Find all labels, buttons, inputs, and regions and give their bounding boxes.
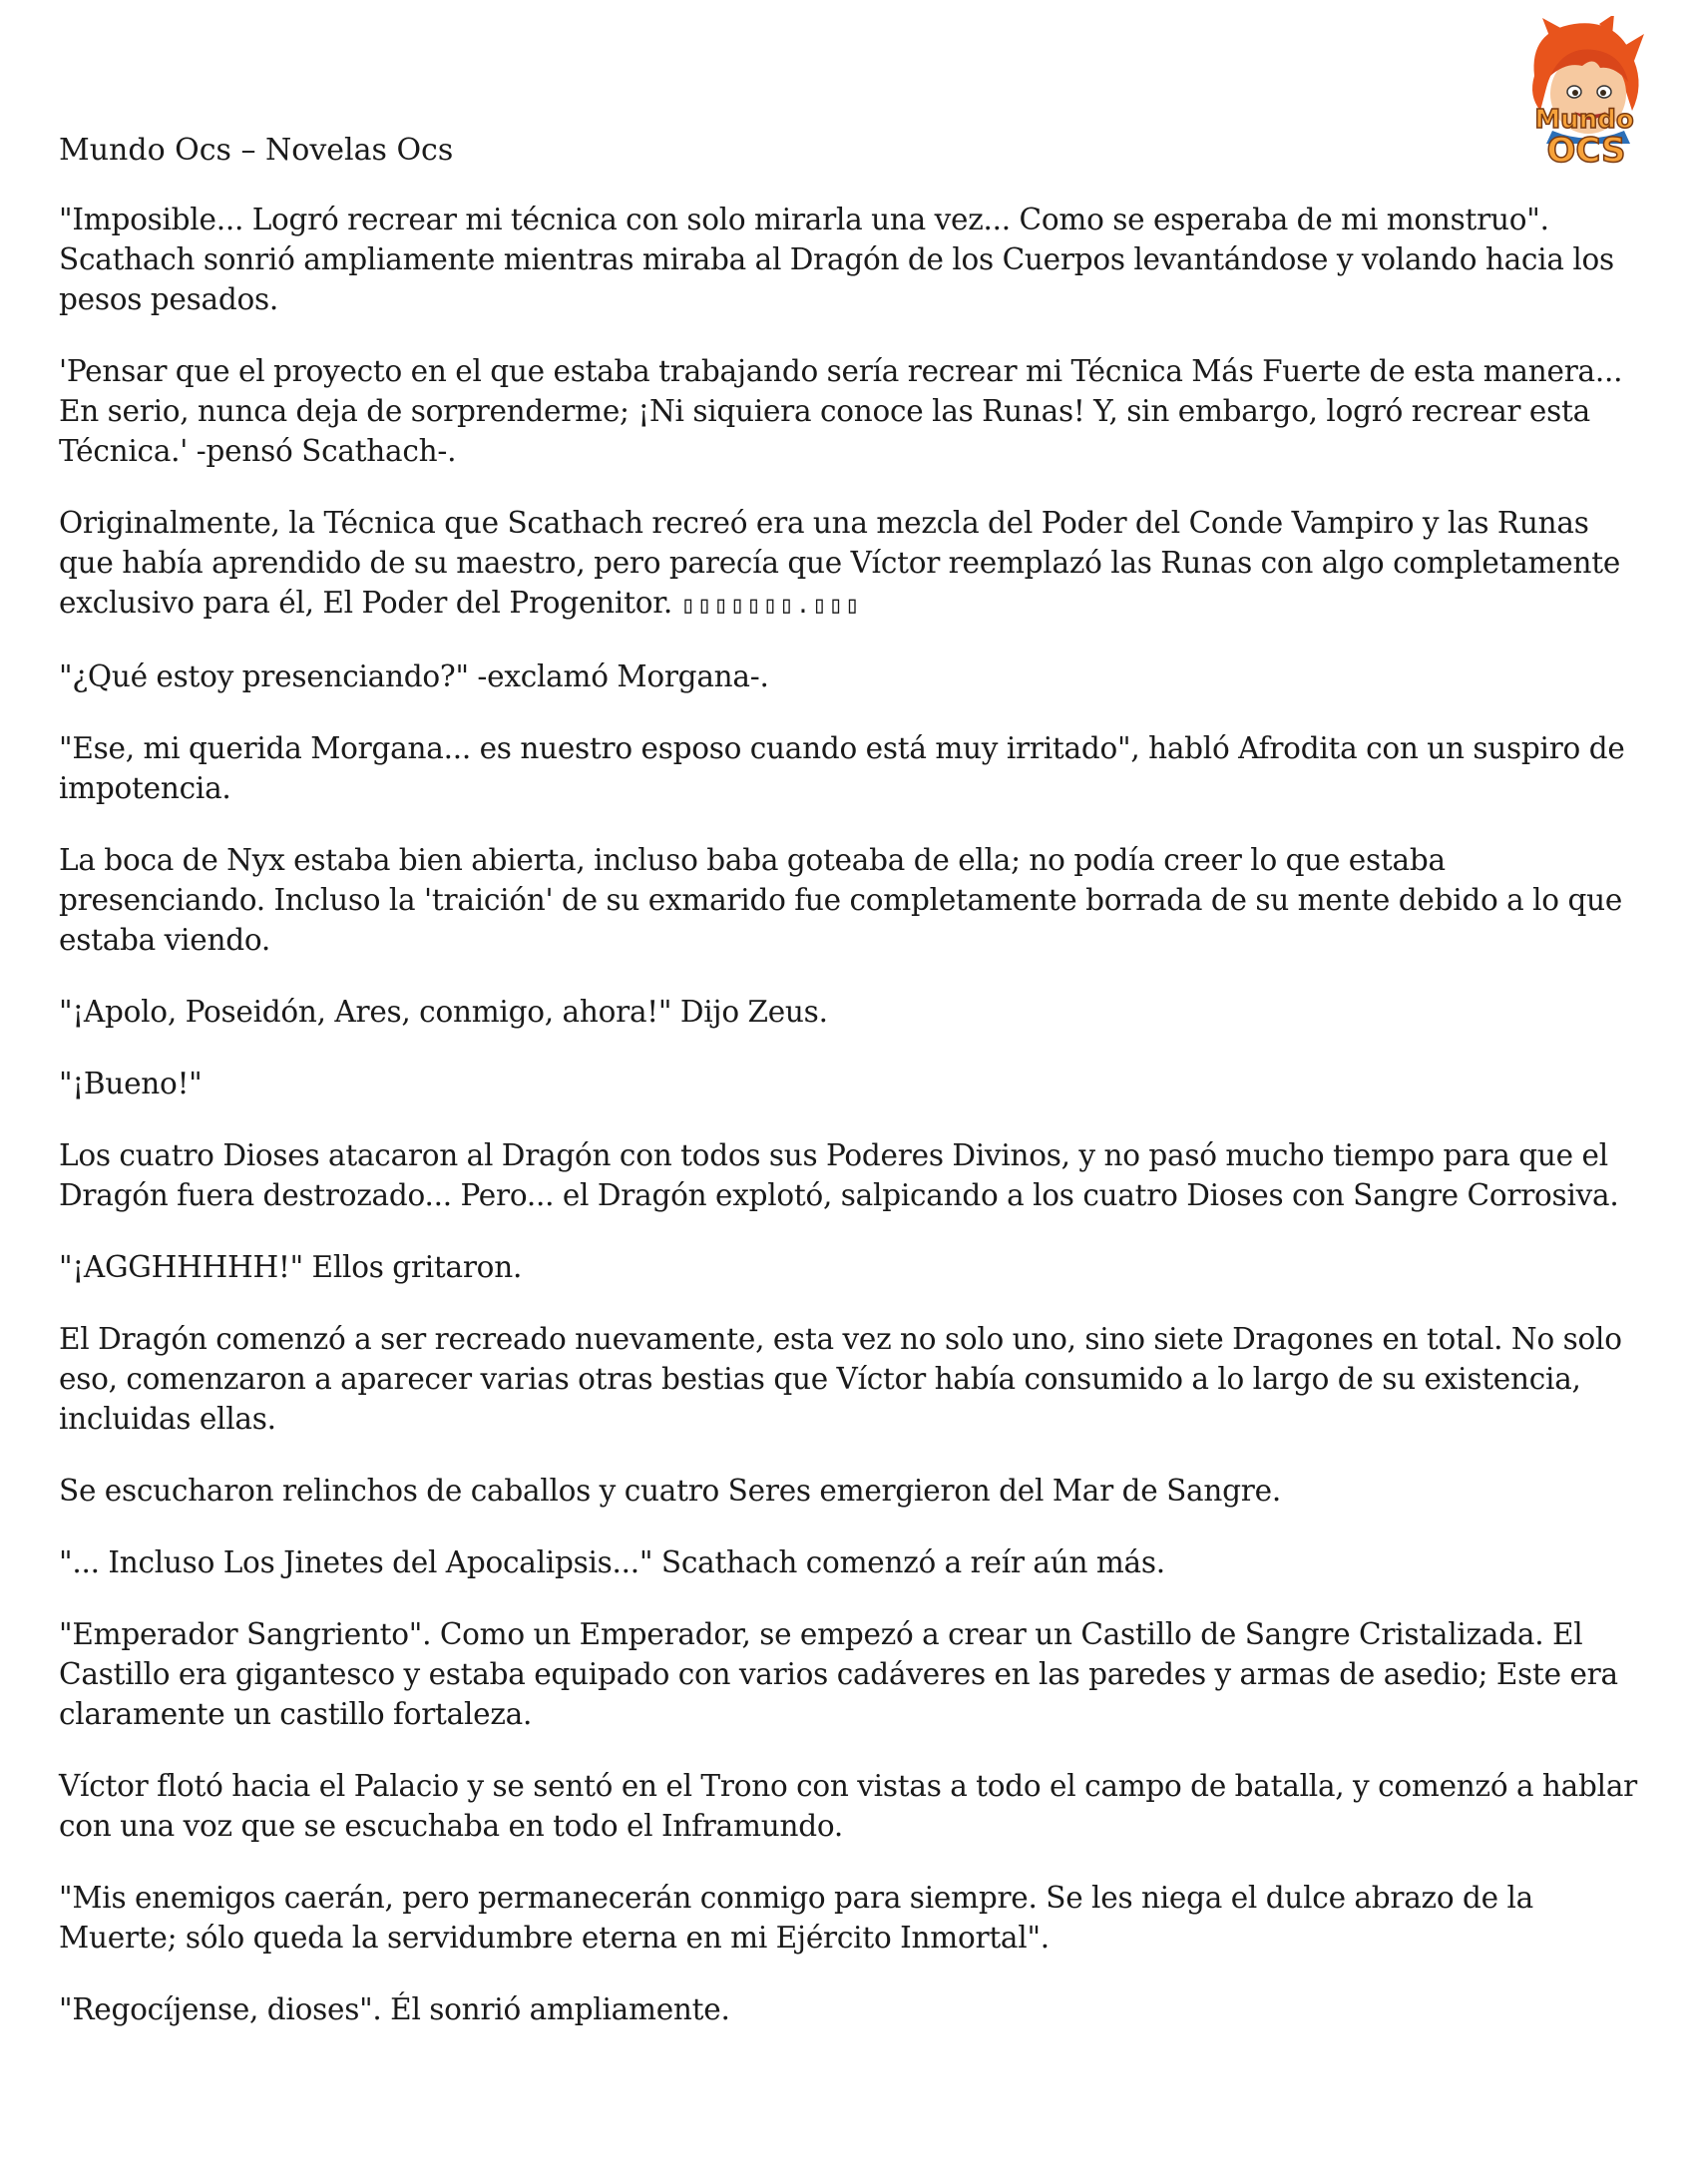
logo-text-ocs: OCS: [1546, 131, 1626, 171]
paragraph-2: 'Pensar que el proyecto en el que estaba trabajando sería recrear mi Técnica Más Fuerte de esta manera... En serio, nunca deja de sorprenderme; ¡Ni siquiera conoce las Runas! Y, sin embargo, logró recrear esta Técnica.' -pensó Scathach-.: [59, 354, 1623, 468]
paragraph-8: "¡Bueno!": [59, 1067, 203, 1100]
paragraph-1: "Imposible... Logró recrear mi técnica con solo mirarla una vez... Como se esperaba de mi monstruo". Scathach sonrió ampliamente mientras miraba al Dragón de los Cuerpos levantándose y volando hacia los pesos pesados.: [59, 203, 1614, 316]
paragraph-9: Los cuatro Dioses atacaron al Dragón con todos sus Poderes Divinos, y no pasó mucho tiempo para que el Dragón fuera destrozado... Pero... el Dragón explotó, salpicando a los cuatro Dioses con Sangre Corrosiva.: [59, 1138, 1619, 1212]
paragraph-5: "Ese, mi querida Morgana... es nuestro esposo cuando está muy irritado", habló Afrodita con un suspiro de impotencia.: [59, 731, 1625, 805]
garbled-characters: ▯▯▯▯▯▯▯.▯▯▯: [680, 591, 862, 619]
paragraph-3: [59, 503, 1645, 625]
paragraph-16: "Mis enemigos caerán, pero permanecerán conmigo para siempre. Se les niega el dulce abrazo de la Muerte; sólo queda la servidumbre eterna en mi Ejército Inmortal".: [59, 1881, 1533, 1955]
paragraph-11: El Dragón comenzó a ser recreado nuevamente, esta vez no solo uno, sino siete Dragones en total. No solo eso, comenzaron a aparecer varias otras bestias que Víctor había consumido a lo largo de su existencia, incluidas ellas.: [59, 1322, 1622, 1436]
paragraph-3-text: Originalmente, la Técnica que Scathach recreó era una mezcla del Poder del Conde Vampiro y las Runas que había aprendido de su maestro, pero parecía que Víctor reemplazó las Runas con algo completamente exclusivo para él, El Poder del Progenitor.: [59, 506, 1621, 620]
document-body: [59, 130, 1645, 2061]
document-header: Mundo Ocs – Novelas Ocs: [59, 133, 454, 168]
paragraph-6: La boca de Nyx estaba bien abierta, incluso baba goteaba de ella; no podía creer lo que estaba presenciando. Incluso la 'traición' de su exmarido fue completamente borrada de su mente debido a lo que estaba viendo.: [59, 843, 1623, 957]
paragraph-10: "¡AGGHHHHH!" Ellos gritaron.: [59, 1250, 523, 1284]
paragraph-13: "... Incluso Los Jinetes del Apocalipsis..." Scathach comenzó a reír aún más.: [59, 1545, 1165, 1579]
paragraph-7: "¡Apolo, Poseidón, Ares, conmigo, ahora!" Dijo Zeus.: [59, 995, 828, 1029]
paragraph-15: Víctor flotó hacia el Palacio y se sentó en el Trono con vistas a todo el campo de batalla, y comenzó a hablar con una voz que se escuchaba en todo el Inframundo.: [59, 1769, 1638, 1843]
paragraph-14: "Emperador Sangriento". Como un Emperador, se empezó a crear un Castillo de Sangre Cristalizada. El Castillo era gigantesco y estaba equipado con varios cadáveres en las paredes y armas de asedio; Este era claramente un castillo fortaleza.: [59, 1617, 1618, 1731]
paragraph-17: "Regocíjense, dioses". Él sonrió ampliamente.: [59, 1992, 730, 2026]
paragraph-12: Se escucharon relinchos de caballos y cuatro Seres emergieron del Mar de Sangre.: [59, 1474, 1281, 1508]
logo-text-mundo: Mundo: [1534, 105, 1634, 135]
paragraph-4: "¿Qué estoy presenciando?" -exclamó Morgana-.: [59, 659, 769, 693]
